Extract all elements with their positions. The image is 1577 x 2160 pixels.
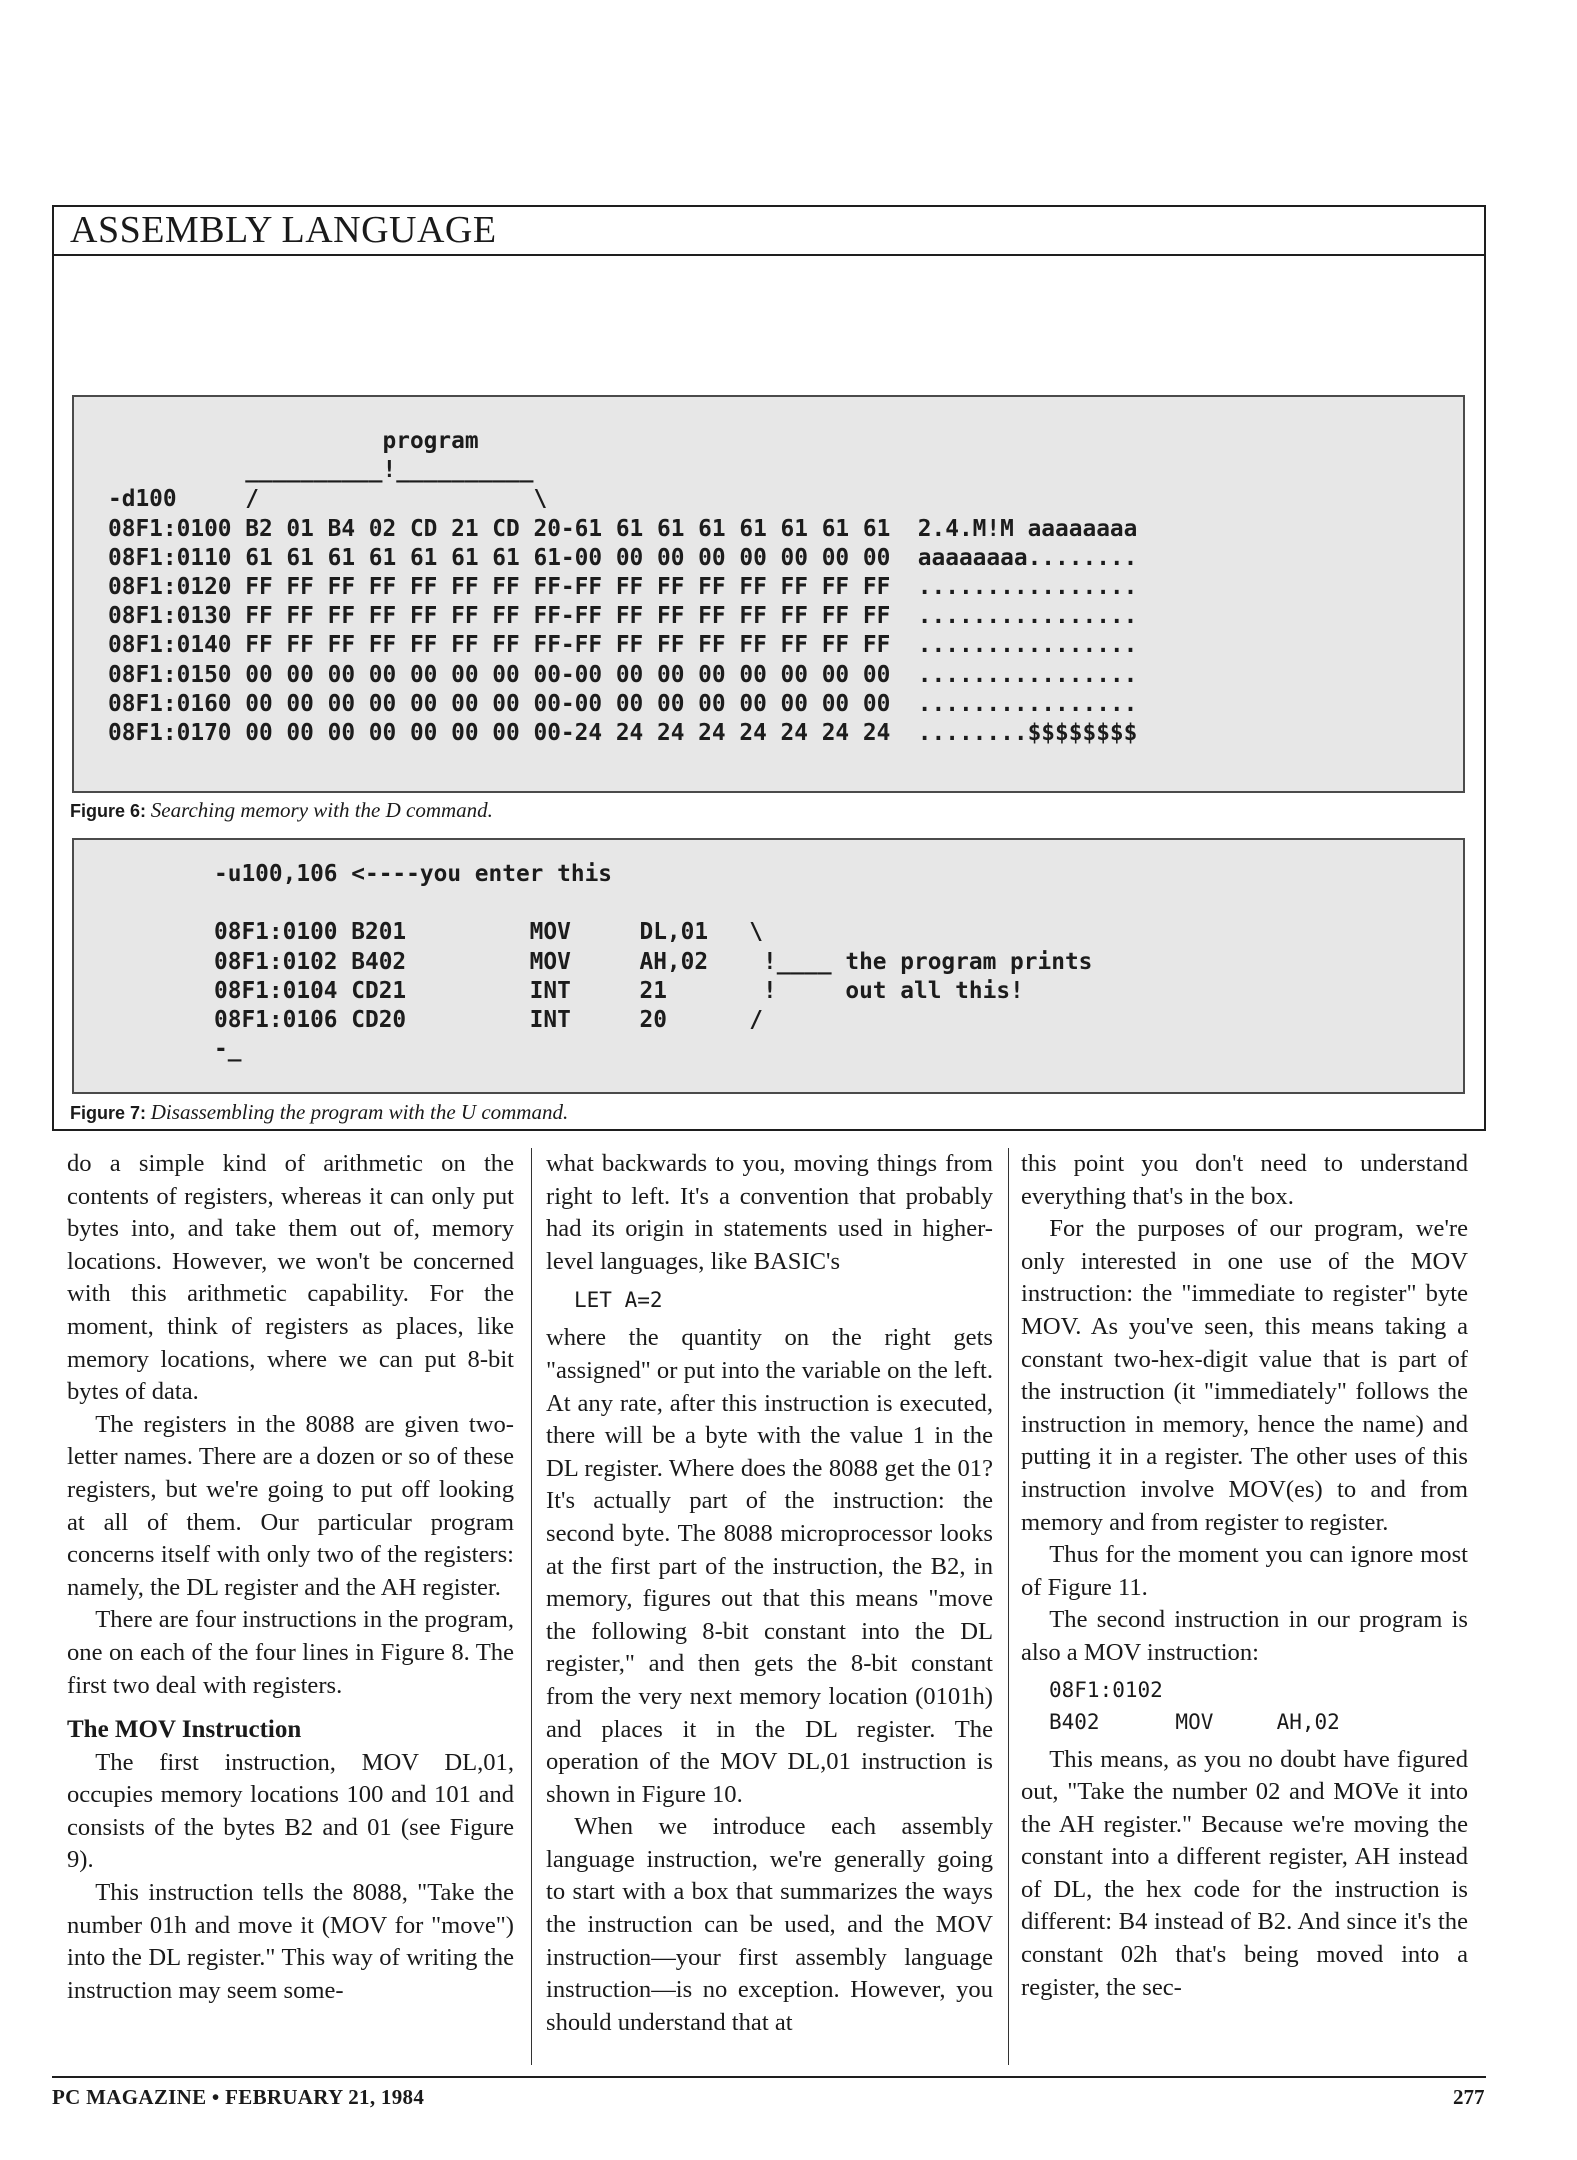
section-title: ASSEMBLY LANGUAGE (70, 209, 497, 251)
paragraph: this point you don't need to understand everything that's in the box. (1021, 1150, 1468, 1210)
paragraph: The second instruction in our program is also a MOV instruction: (1021, 1606, 1468, 1666)
figure-6-box (72, 395, 1465, 793)
code-example: 08F1:0102 B402 MOV AH,02 (1049, 1677, 1340, 1734)
footer-divider (52, 2076, 1486, 2078)
page-number: 277 (1453, 2085, 1485, 2109)
article-column-3 (1021, 1148, 1468, 2004)
paragraph: The first instruction, MOV DL,01, occupies memory locations 100 and 101 and consists of the bytes B2 and 01 (see Figure 9). (67, 1748, 514, 1874)
code-example: LET A=2 (574, 1288, 663, 1313)
paragraph: This means, as you no doubt have figured out, "Take the number 02 and MOVe it into the AH register." Because we're moving the constant into a different register, AH instead of DL, the hex code for the instruction is different: B4 instead of B2. And since it's the constant 02h that's being moved into a register, the sec- (1021, 1745, 1468, 2001)
figure-7-caption-text: Disassembling the program with the U command. (150, 1100, 569, 1124)
article-column-2 (546, 1148, 993, 2039)
article-column-1 (67, 1148, 514, 2007)
paragraph: The registers in the 8088 are given two-letter names. There are a dozen or so of these registers, but we're going to put off looking at all of them. Our particular program concerns itself with only two of the registers: namely, the DL register and the AH register. (67, 1410, 514, 1601)
paragraph: where the quantity on the right gets "assigned" or put into the variable on the left. At any rate, after this instruction is executed, there will be a byte with the value 1 in the DL register. Where does the 8088 get the 01? It's actually part of the instruction: the second byte. The 8088 microprocessor looks at the first part of the instruction, the B2, in memory, figures out that this means "move the following 8-bit constant into the DL register," and then gets the 8-bit constant from the very next memory location (0101h) and places it in the DL register. The operation of the MOV DL,01 instruction is shown in Figure 10. (546, 1324, 993, 1808)
figure-6-caption-text: Searching memory with the D command. (150, 798, 493, 822)
figure-6-caption (70, 798, 493, 824)
paragraph: Thus for the moment you can ignore most of Figure 11. (1021, 1541, 1468, 1601)
paragraph: This instruction tells the 8088, "Take the number 01h and move it (MOV for "move") into the DL register." This way of writing the instruction may seem some- (67, 1879, 514, 2004)
paragraph: There are four instructions in the program, one on each of the four lines in Figure 8. The first two deal with registers. (67, 1606, 514, 1699)
paragraph: do a simple kind of arithmetic on the contents of registers, whereas it can only put bytes into, and take them out of, memory locations. However, we won't be concerned with this arithmetic capability. For the moment, think of registers as places, like memory locations, where we can put 8-bit bytes of data. (67, 1150, 514, 1406)
figure-7-box (72, 838, 1465, 1094)
section-heading: The MOV Instruction (67, 1716, 302, 1744)
figure-6-memory-dump: program __________!__________ -d100 / \ 08F1:0100 B2 01 B4 02 CD 21 CD 20-61 61 61 61 61 61 61 61 2.4.M!M aaaaaaaa 08F1:0110 61 61 61 61 61 61 61 61-00 00 00 00 00 00 00 00 aaaaaaaa........ 08F1:0120 FF FF FF FF FF FF FF FF-FF FF FF FF FF FF FF FF ................ 08F1:0130 FF FF FF FF FF FF FF FF-FF FF FF FF FF FF FF FF ................ 08F1:0140 FF FF FF FF FF FF FF FF-FF FF FF FF FF FF FF FF ................ 08F1:0150 00 00 00 00 00 00 00 00-00 00 00 00 00 00 00 00 ................ 08F1:0160 00 00 00 00 00 00 00 00-00 00 00 00 00 00 00 00 ................ 08F1:0170 00 00 00 00 00 00 00 00-24 24 24 24 24 24 24 24 ........$$$$$$$$ (108, 428, 1138, 747)
column-divider-2 (1008, 1148, 1009, 2065)
figure-7-disassembly: -u100,106 <----you enter this 08F1:0100 B201 MOV DL,01 \ 08F1:0102 B402 MOV AH,02 !____ the program prints 08F1:0104 CD21 INT 21 ! out all this! 08F1:0106 CD20 INT 20 / -_ (214, 861, 1093, 1063)
figure-6-caption-label: Figure 6: (70, 801, 147, 821)
figure-7-caption (70, 1100, 568, 1126)
paragraph: For the purposes of our program, we're only interested in one use of the MOV instruction: the "immediate to register" byte MOV. As you've seen, this means taking a constant two-hex-digit value that is part of the instruction (it "immediately" follows the instruction in memory, hence the name) and putting it in a register. The other uses of this instruction involve MOV(es) to and from memory and from register to register. (1021, 1215, 1468, 1536)
publication-footer: PC MAGAZINE • FEBRUARY 21, 1984 (52, 2085, 425, 2109)
column-divider-1 (531, 1148, 532, 2065)
paragraph: what backwards to you, moving things from right to left. It's a convention that probably had its origin in statements used in higher-level languages, like BASIC's (546, 1150, 993, 1275)
figure-7-caption-label: Figure 7: (70, 1103, 147, 1123)
paragraph: When we introduce each assembly language instruction, we're generally going to start with a box that summarizes the ways the instruction can be used, and the MOV instruction—your first assembly language instruction—is no exception. However, you should understand that at (546, 1813, 993, 2036)
